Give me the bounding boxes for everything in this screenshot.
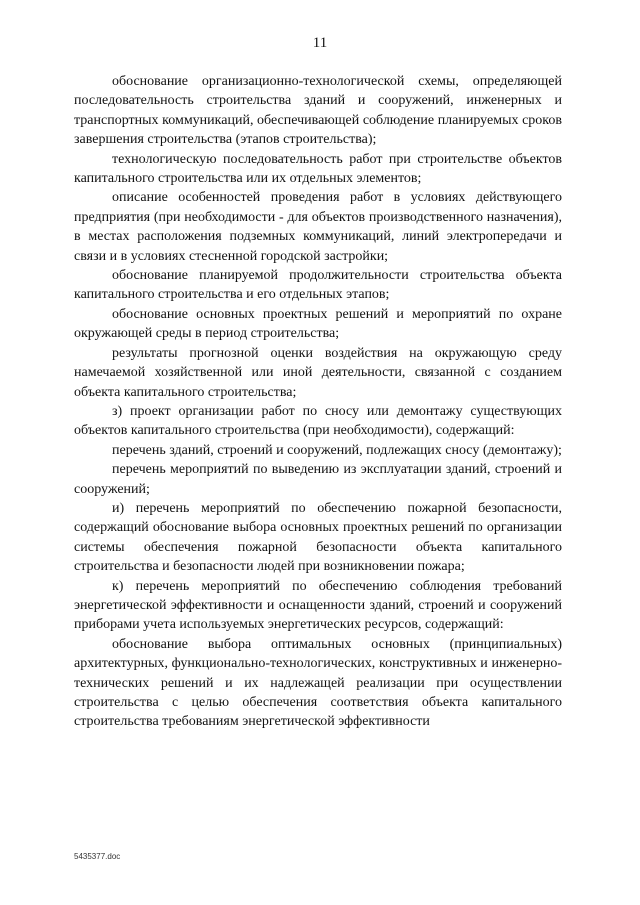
paragraph-environment-protection: обоснование основных проектных решений и мероприятий по охране окружающей среды в период строительства; <box>74 306 562 342</box>
paragraph-demolition-list: перечень зданий, строений и сооружений, подлежащих сносу (демонтажу); <box>112 442 562 458</box>
document-body <box>74 72 562 732</box>
paragraph-demolition-project: з) проект организации работ по сносу или демонтажу существующих объектов капитального строительства (при необходимости), содержащий: <box>74 403 562 439</box>
document-footer-filename: 5435377.doc <box>74 852 121 861</box>
paragraph-duration: обоснование планируемой продолжительности строительства объекта капитального строительства и его отдельных этапов; <box>74 268 562 303</box>
paragraph-optimal-solutions: обоснование выбора оптимальных основных (принципиальных) архитектурных, функционально-технологических, конструктивных и инженерно-технических решений и их надлежащей реализации при осуществлении строительства с целью обеспечения соответствия объекта капитального строительства требованиям энергетической эффективности <box>74 636 562 730</box>
paragraph-decommission-measures: перечень мероприятий по выведению из эксплуатации зданий, строений и сооружений; <box>74 462 562 497</box>
page-number: 11 <box>312 35 328 51</box>
paragraph-impact-assessment: результаты прогнозной оценки воздействия на окружающую среду намечаемой хозяйственной или иной деятельности, связанной с созданием объекта капитального строительства; <box>74 345 562 400</box>
paragraph-tech-sequence: технологическую последовательность работ при строительстве объектов капитального строительства или их отдельных элементов; <box>74 151 562 187</box>
paragraph-energy-efficiency: к) перечень мероприятий по обеспечению соблюдения требований энергетической эффективности и оснащенности зданий, строений и сооружений приборами учета используемых энергетических ресурсов, содержащий: <box>74 578 562 633</box>
paragraph-work-conditions: описание особенностей проведения работ в условиях действующего предприятия (при необходимости - для объектов производственного назначения), в местах расположения подземных коммуникаций, линий электропередачи и связи и в условиях стесненной городской застройки; <box>74 190 562 264</box>
paragraph-org-tech-scheme: обоснование организационно-технологической схемы, определяющей последовательность строительства зданий и сооружений, инженерных и транспортных коммуникаций, обеспечивающей соблюдение планируемых сроков завершения строительства (этапов строительства); <box>74 74 562 148</box>
paragraph-fire-safety: и) перечень мероприятий по обеспечению пожарной безопасности, содержащий обоснование выбора основных проектных решений по организации системы обеспечения пожарной безопасности объекта капитального строительства и безопасности людей при возникновении пожара; <box>74 500 562 575</box>
